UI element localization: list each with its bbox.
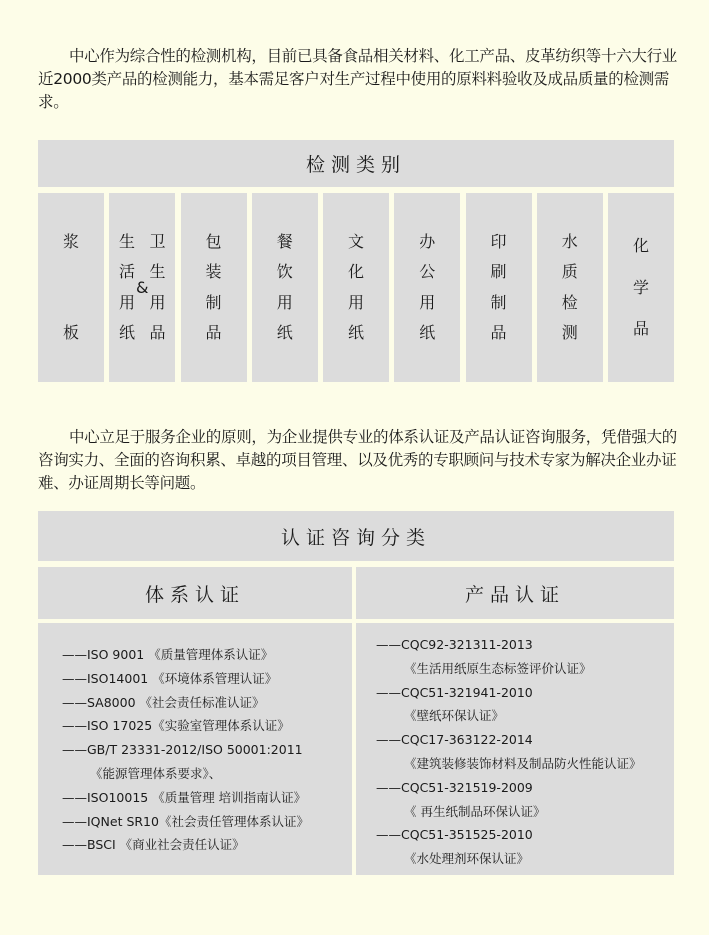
list-item: ——CQC17-363122-2014 [376,732,533,748]
category-char: 板 [62,323,79,342]
category-char: 用 [118,292,135,312]
list-item: 《建筑装修装饰材料及制品防火性能认证》 [404,755,642,771]
category-char: 品 [632,319,649,338]
category-char: 用 [149,292,166,312]
category-printed-products [466,193,532,382]
category-char: 水 [561,232,578,251]
category-char: 品 [205,322,222,342]
list-item: ——ISO 17025《实验室管理体系认证》 [62,718,290,734]
category-char: 用 [347,292,364,312]
list-item: 《 再生纸制品环保认证》 [404,803,546,819]
list-item: ——CQC51-321941-2010 [376,684,533,700]
category-char: 刷 [490,262,507,282]
category-char: 活 [118,262,135,282]
detection-category-list [38,193,674,382]
list-item: ——IQNet SR10《社会责任管理体系认证》 [62,813,309,829]
category-char: 纸 [118,322,135,342]
list-item: ——SA8000 《社会责任标准认证》 [62,694,265,710]
system-certification-list [38,623,352,875]
category-char: 化 [347,262,364,282]
category-tissue-hygiene [109,193,175,382]
category-char: 检 [561,292,578,312]
list-item: ——CQC92-321311-2013 [376,637,533,652]
product-certification-list [356,623,674,875]
category-char: 印 [490,232,507,251]
category-char: 生 [149,262,166,282]
service-paragraph: 中心立足于服务企业的原则，为企业提供专业的体系认证及产品认证咨询服务，凭借强大的咨询实力、全面的咨询积累、卓越的项目管理、以及优秀的专职顾问与技术专家为解决企业办证难、办证周期长等问题。 [38,428,678,492]
category-char: 办 [419,232,436,251]
category-char: 卫 [149,232,166,251]
list-item: 《水处理剂环保认证》 [404,851,530,867]
list-item: 《能源管理体系要求》、 [90,765,222,781]
category-char: 饮 [276,262,293,282]
list-item: ——GB/T 23331-2012/ISO 50001:2011 [62,742,303,758]
category-char: 公 [419,262,436,282]
category-char: 纸 [347,322,364,342]
detection-categories-title: 检测类别 [38,140,674,187]
category-char: 品 [149,322,166,342]
category-char: 制 [490,292,507,312]
list-item: 《壁纸环保认证》 [404,708,505,724]
list-item: ——CQC51-351525-2010 [376,827,533,843]
category-char: 文 [347,232,364,251]
list-item: ——CQC51-321519-2009 [376,779,533,795]
category-hygiene-column [149,231,165,344]
category-char: 餐 [276,232,293,251]
intro-paragraph: 中心作为综合性的检测机构，目前已具备食品相关材料、化工产品、皮革纺织等十六大行业近2000类产品的检测能力，基本需足客户对生产过程中使用的原料料验收及成品质量的检测需求。 [38,47,678,111]
category-char: 用 [419,292,436,312]
category-char: 纸 [276,322,293,342]
list-item: ——ISO14001 《环境体系管理认证》 [62,670,278,686]
category-char: 生 [118,232,135,251]
category-char: 制 [205,292,222,312]
category-office-paper [394,193,460,382]
list-item: ——ISO 9001 《质量管理体系认证》 [62,647,274,662]
product-certification-heading: 产品认证 [356,567,674,619]
system-certification-heading: 体系认证 [38,567,352,619]
category-pulp-board [38,193,104,382]
category-chemicals [608,193,674,382]
category-food-paper [252,193,318,382]
list-item: ——BSCI 《商业社会责任认证》 [62,837,245,853]
ampersand: & [136,277,149,297]
category-char: 品 [490,322,507,342]
category-char: 质 [561,262,578,282]
category-char: 化 [632,236,649,255]
category-char: 学 [632,277,649,297]
category-char: 装 [205,262,222,282]
category-char: 纸 [419,322,436,342]
category-char: 测 [561,322,578,342]
list-item: ——ISO10015 《质量管理 培训指南认证》 [62,789,307,805]
category-tissue-column [119,231,135,344]
category-char: 包 [205,232,222,251]
certification-title: 认证咨询分类 [38,511,674,561]
category-water-testing [537,193,603,382]
category-char: 用 [276,292,293,312]
category-char: 浆 [62,232,79,251]
category-culture-paper [323,193,389,382]
list-item: 《生活用纸原生态标签评价认证》 [404,660,592,676]
category-packaging [181,193,247,382]
